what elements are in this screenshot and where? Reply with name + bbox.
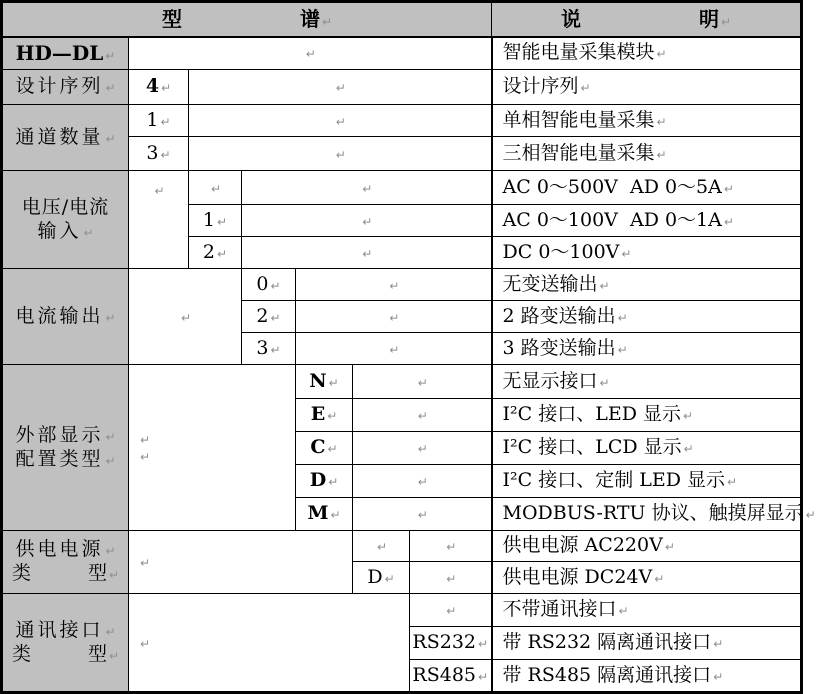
desc-text: I²C 接口、LED 显示 <box>502 403 681 426</box>
empty-cell <box>242 171 492 205</box>
category-cell-vi-input <box>2 171 129 269</box>
return-mark-stack <box>138 448 295 465</box>
return-mark: ↵ <box>105 429 116 444</box>
empty-cell <box>353 432 492 465</box>
empty-cell <box>189 70 492 105</box>
desc-cell-comm-none <box>492 594 802 627</box>
code-text: C <box>310 436 326 459</box>
return-mark: ↵ <box>270 342 281 357</box>
desc-text: 供电电源 AC220V <box>502 534 663 557</box>
empty-cell <box>296 333 492 365</box>
code-cell-comm-rs232 <box>410 627 492 660</box>
desc-cell-out-3 <box>492 333 802 365</box>
return-mark: ↵ <box>108 648 120 663</box>
desc-cell-power-ac <box>492 531 802 562</box>
return-mark: ↵ <box>656 114 667 129</box>
spec-title-char-1: 型 <box>161 6 182 31</box>
return-mark: ↵ <box>105 544 116 559</box>
empty-cell <box>410 531 492 562</box>
return-mark: ↵ <box>161 81 172 96</box>
category-cell-channels <box>2 105 129 171</box>
return-mark: ↵ <box>321 14 333 29</box>
return-mark: ↵ <box>446 540 457 555</box>
return-mark: ↵ <box>599 278 610 293</box>
desc-text: 带 RS232 隔离通讯接口 <box>502 631 712 654</box>
return-mark: ↵ <box>580 81 591 96</box>
empty-cell <box>129 269 242 365</box>
table-row <box>2 365 802 399</box>
table-row <box>2 269 802 301</box>
return-mark: ↵ <box>805 508 816 523</box>
return-mark: ↵ <box>417 508 428 523</box>
desc-text: DC 0～100V <box>502 240 620 263</box>
category-label-line2: 输入 <box>37 219 82 242</box>
code-cell-out-3 <box>242 333 296 365</box>
return-mark: ↵ <box>105 131 116 146</box>
desc-cell-vi-0 <box>492 171 802 205</box>
code-cell-channels-1 <box>129 105 189 137</box>
empty-cell <box>129 594 410 693</box>
desc-text: 无显示接口 <box>502 369 598 392</box>
return-mark: ↵ <box>362 246 373 261</box>
code-text: M <box>307 502 329 525</box>
category-label-line2: 类 型 <box>11 642 107 665</box>
return-mark: ↵ <box>335 114 346 129</box>
desc-text: 不带通讯接口 <box>502 598 617 621</box>
desc-cell-disp-N <box>492 365 802 399</box>
desc-text: MODBUS-RTU 协议、触摸屏显示 <box>502 502 804 525</box>
return-mark: ↵ <box>417 409 428 424</box>
return-mark: ↵ <box>713 637 724 652</box>
code-text: 2 <box>202 240 216 263</box>
return-mark: ↵ <box>478 637 489 652</box>
desc-cell-comm-rs232 <box>492 627 802 660</box>
code-cell-series <box>129 70 189 105</box>
table-row <box>2 531 802 562</box>
code-text: RS232 <box>412 631 477 654</box>
return-mark: ↵ <box>656 147 667 162</box>
desc-text: AC 0～100V AD 0～1A <box>502 208 722 231</box>
category-label-line2: 配置类型 <box>15 447 104 470</box>
desc-cell-disp-M <box>492 498 816 531</box>
code-text: D <box>367 565 383 588</box>
category-label: 电流输出 <box>15 304 104 327</box>
desc-text: 2 路变送输出 <box>502 304 616 327</box>
return-mark: ↵ <box>105 310 116 325</box>
desc-text: 智能电量采集模块 <box>502 41 655 64</box>
desc-text: 带 RS485 隔离通讯接口 <box>502 663 712 686</box>
category-label: 通道数量 <box>15 125 104 148</box>
return-mark: ↵ <box>108 568 120 582</box>
code-text: 1 <box>146 108 159 131</box>
return-mark: ↵ <box>362 181 373 196</box>
return-mark: ↵ <box>154 184 165 198</box>
return-mark: ↵ <box>305 47 316 62</box>
category-cell-series <box>2 70 129 105</box>
category-label-line1: 供电电源 <box>15 538 104 561</box>
code-text: 4 <box>145 75 160 98</box>
code-text: 3 <box>256 336 269 359</box>
return-mark: ↵ <box>180 310 192 325</box>
desc-cell-vi-2 <box>492 237 802 269</box>
return-mark: ↵ <box>328 375 339 390</box>
code-cell-out-0 <box>242 269 296 301</box>
empty-cell <box>353 365 492 399</box>
category-label-line1-wrap <box>3 424 128 448</box>
empty-cell <box>296 301 492 333</box>
empty-cell <box>129 365 296 531</box>
spec-title-char-2-wrap <box>300 7 332 32</box>
return-mark: ↵ <box>723 214 734 229</box>
table-row <box>2 594 802 627</box>
return-mark: ↵ <box>335 147 346 162</box>
return-mark: ↵ <box>599 375 610 390</box>
category-label: 设计序列 <box>15 75 104 98</box>
return-mark: ↵ <box>618 604 629 619</box>
return-mark: ↵ <box>328 475 339 490</box>
category-label-line1: 通讯接口 <box>15 618 104 641</box>
table-row <box>2 105 802 137</box>
return-mark: ↵ <box>335 81 346 96</box>
return-mark: ↵ <box>83 225 94 240</box>
code-text: N <box>309 369 327 392</box>
return-mark: ↵ <box>682 409 694 424</box>
code-cell-comm-blank <box>410 594 492 627</box>
return-mark: ↵ <box>327 409 338 424</box>
category-label-line2-wrap <box>3 220 128 244</box>
empty-cell <box>189 105 492 137</box>
category-cell-display <box>2 365 129 531</box>
empty-cell <box>353 399 492 432</box>
return-mark: ↵ <box>140 636 151 651</box>
code-text: D <box>309 469 327 492</box>
empty-cell <box>296 269 492 301</box>
return-mark: ↵ <box>617 310 628 325</box>
return-mark: ↵ <box>617 342 628 357</box>
return-mark: ↵ <box>140 556 151 571</box>
spec-title-char-2: 谱 <box>299 6 320 31</box>
category-cell-power <box>2 531 129 594</box>
desc-text: AC 0～500V AD 0～5A <box>502 175 722 198</box>
table-row <box>2 70 802 105</box>
empty-cell <box>129 37 492 70</box>
category-label-line2-wrap <box>3 643 128 667</box>
code-text: 2 <box>256 304 269 327</box>
return-mark: ↵ <box>376 540 388 555</box>
return-mark: ↵ <box>105 453 116 468</box>
empty-cell <box>129 171 189 269</box>
return-mark: ↵ <box>446 604 457 619</box>
desc-header-title <box>492 7 800 32</box>
empty-cell <box>353 498 492 531</box>
code-cell-vi-2 <box>189 237 242 269</box>
desc-cell-channels-1 <box>492 105 802 137</box>
desc-cell-channels-3 <box>492 137 802 171</box>
desc-header-cell <box>492 2 802 37</box>
desc-cell-disp-C <box>492 432 802 465</box>
return-mark: ↵ <box>683 442 694 457</box>
code-cell-comm-rs485 <box>410 660 492 693</box>
return-mark: ↵ <box>384 571 395 586</box>
code-cell-out-2 <box>242 301 296 333</box>
return-mark-stack <box>138 431 295 448</box>
model-code-label: HD—DL <box>15 40 104 65</box>
return-mark: ↵ <box>210 181 222 196</box>
return-mark: ↵ <box>140 432 151 447</box>
empty-cell <box>242 237 492 269</box>
return-mark: ↵ <box>621 246 632 261</box>
table-row <box>2 171 802 205</box>
code-cell-disp-M <box>296 498 353 531</box>
return-mark: ↵ <box>330 508 341 523</box>
category-cell-current-output <box>2 269 129 365</box>
category-cell-model <box>2 37 129 70</box>
code-cell-vi-blank <box>189 171 242 205</box>
return-mark: ↵ <box>270 310 281 325</box>
return-mark: ↵ <box>417 475 428 490</box>
return-mark: ↵ <box>327 442 338 457</box>
empty-cell <box>189 137 492 171</box>
code-cell-disp-D <box>296 465 353 498</box>
category-label-line1: 外部显示 <box>15 423 104 446</box>
code-text: 3 <box>146 141 159 164</box>
return-mark: ↵ <box>654 571 665 586</box>
category-cell-comm <box>2 594 129 693</box>
desc-cell-vi-1 <box>492 205 802 237</box>
return-mark: ↵ <box>217 246 228 261</box>
return-mark: ↵ <box>720 14 732 29</box>
code-text: RS485 <box>412 663 477 686</box>
code-cell-disp-C <box>296 432 353 465</box>
desc-title-char-2: 明 <box>698 6 719 31</box>
return-mark: ↵ <box>160 147 171 162</box>
desc-title-char-1: 说 <box>560 6 581 31</box>
return-mark: ↵ <box>478 669 489 684</box>
return-mark: ↵ <box>417 375 428 390</box>
return-mark: ↵ <box>140 449 151 464</box>
desc-cell-model <box>492 37 802 70</box>
desc-text: I²C 接口、定制 LED 显示 <box>502 469 726 492</box>
return-mark: ↵ <box>105 81 116 96</box>
desc-cell-disp-D <box>492 465 802 498</box>
code-text: E <box>310 403 326 426</box>
code-cell-disp-N <box>296 365 353 399</box>
return-mark: ↵ <box>417 442 428 457</box>
return-mark: ↵ <box>713 669 724 684</box>
empty-cell <box>353 465 492 498</box>
empty-cell <box>129 531 353 594</box>
category-label-line1: 电压/电流 <box>21 195 110 218</box>
category-label-line1-wrap <box>3 619 128 643</box>
table-row <box>2 37 802 70</box>
code-text: 0 <box>256 272 269 295</box>
empty-cell <box>242 205 492 237</box>
return-mark: ↵ <box>362 214 373 229</box>
table-header-row <box>2 2 802 37</box>
code-cell-disp-E <box>296 399 353 432</box>
return-mark: ↵ <box>389 278 400 293</box>
category-label-line2: 类 型 <box>11 562 107 584</box>
desc-text: 无变送输出 <box>502 272 598 295</box>
desc-cell-series <box>492 70 802 105</box>
return-mark: ↵ <box>389 342 400 357</box>
return-mark: ↵ <box>105 624 116 639</box>
desc-text: 供电电源 DC24V <box>502 565 653 588</box>
desc-cell-out-0 <box>492 269 802 301</box>
desc-text: 3 路变送输出 <box>502 336 616 359</box>
desc-cell-comm-rs485 <box>492 660 802 693</box>
desc-cell-power-dc <box>492 562 802 594</box>
desc-text: I²C 接口、LCD 显示 <box>502 436 682 459</box>
empty-cell <box>410 562 492 594</box>
return-mark: ↵ <box>389 310 400 325</box>
desc-text: 三相智能电量采集 <box>502 141 655 164</box>
return-mark: ↵ <box>727 475 738 490</box>
code-text: 1 <box>202 208 216 231</box>
return-mark: ↵ <box>217 214 228 229</box>
return-mark: ↵ <box>270 278 281 293</box>
spec-header-title <box>3 7 491 32</box>
return-mark: ↵ <box>105 48 116 63</box>
return-mark: ↵ <box>656 47 667 62</box>
desc-cell-out-2 <box>492 301 802 333</box>
code-cell-power-D <box>353 562 410 594</box>
desc-text: 单相智能电量采集 <box>502 108 655 131</box>
return-mark: ↵ <box>446 571 457 586</box>
desc-text: 设计序列 <box>502 75 579 98</box>
desc-title-char-2-wrap <box>699 7 731 32</box>
category-label-line2-wrap <box>3 562 128 586</box>
return-mark: ↵ <box>664 540 675 555</box>
spec-header-cell <box>2 2 492 37</box>
desc-cell-disp-E <box>492 399 802 432</box>
return-mark: ↵ <box>160 114 171 129</box>
return-mark: ↵ <box>723 181 734 196</box>
category-label-line2-wrap <box>3 448 128 472</box>
category-label-line1-wrap <box>3 538 128 562</box>
code-cell-vi-1 <box>189 205 242 237</box>
code-cell-channels-3 <box>129 137 189 171</box>
code-cell-power-blank <box>353 531 410 562</box>
